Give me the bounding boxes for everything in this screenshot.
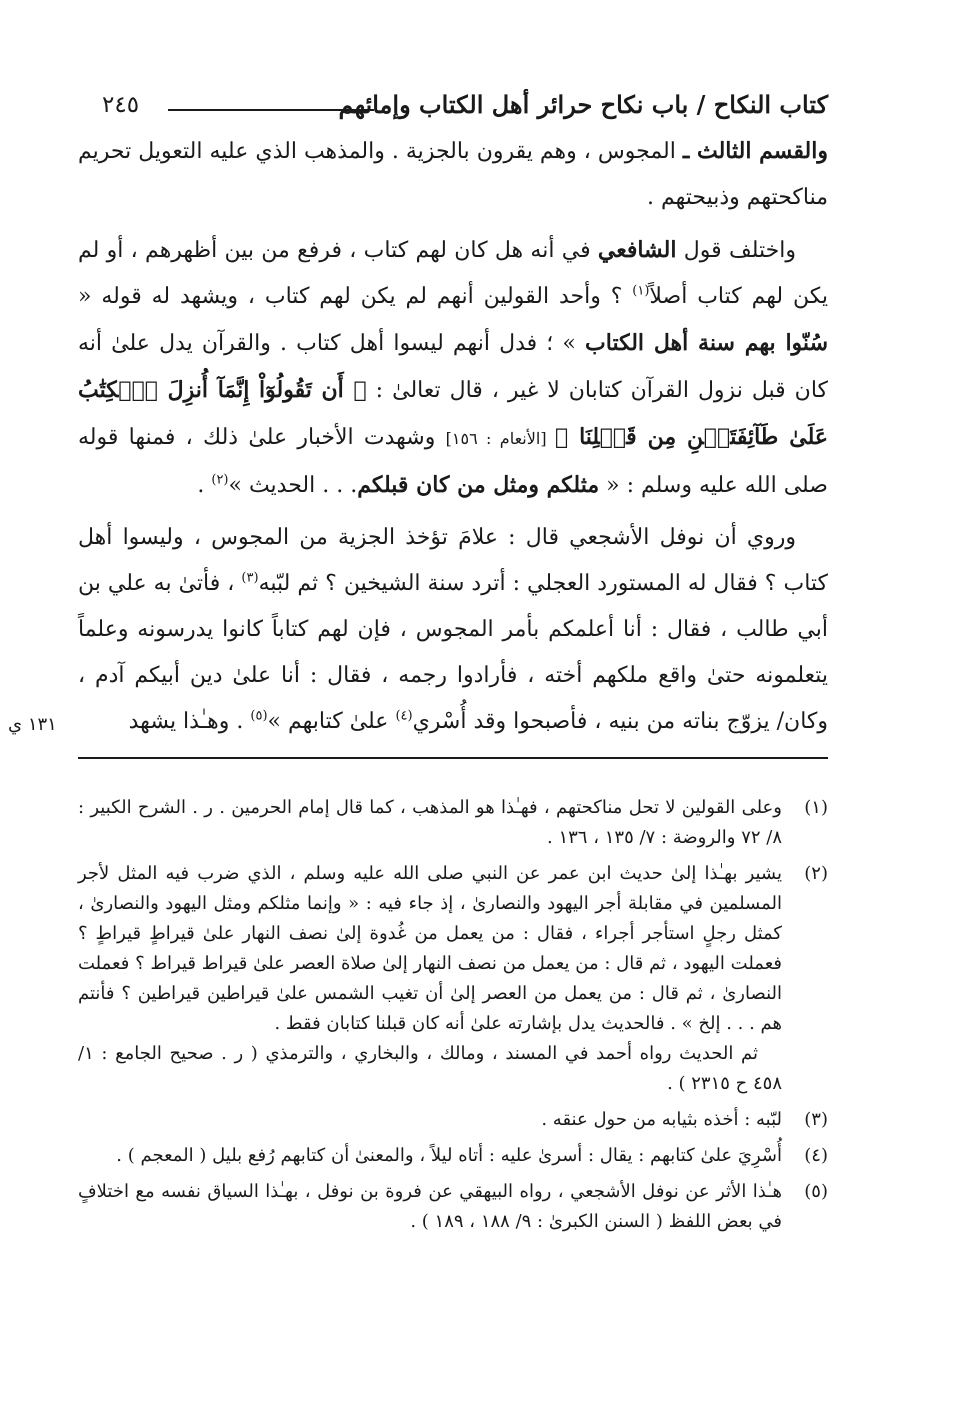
running-header [78,82,828,128]
paragraph-2 [78,227,828,509]
footnote-ref-4[interactable]: (٤) [395,708,413,724]
footnote-text: وعلى القولين لا تحل مناكحتهم ، فهـٰذا هو المذهب ، كما قال إمام الحرمين . ر . الشرح الكبير : ٨/ ٧٢ والروضة : ٧/ ١٣٥ ، ١٣٦ . [78,797,782,848]
text-run: واختلف قول [676,238,796,263]
section-heading: والقسم الثالث ـ [682,138,828,164]
footnote-ref-2[interactable]: (٢) [211,472,229,488]
footnote [78,1141,828,1171]
text-run: ؟ وأحد القولين أنهم لم يكن لهم كتاب ، ويشهد له قوله « [78,284,633,309]
hadith-quote: سُنّوا بهم سنة أهل الكتاب [585,330,828,356]
footnote-number: (٤) [804,1145,828,1166]
text-run: وروي أن نوفل الأشجعي قال : علامَ تؤخذ الجزية من المجوس ، وليسوا أهل كتاب ؟ فقال له المستورد العجلي : أترد سنة الشيخين ؟ ثم لبّبه [78,525,829,596]
text-run: وشهدت الأخبار علىٰ ذلك ، فمنها قوله صلى الله عليه وسلم : « [78,425,828,498]
footnote [78,1105,828,1135]
text-run: علىٰ كتابهم » [267,709,396,734]
text-run: ، فأتىٰ به علي بن أبي طالب ، فقال : أنا أعلمكم بأمر المجوس ، فإن لهم كتاباً كانوا يدرسونه وعلماً يتعلمونه حتىٰ واقع ملكهم أخته ، فأرادوا رجمه ، فقال : أنا علىٰ دين أبيكم آدم ، وكان/ يزوّج بناته من بنيه ، فأصبحوا وقد أُسْري [78,571,828,734]
running-title: كتاب النكاح / باب نكاح حرائر أهل الكتاب وإمائهم [338,90,828,119]
footnote [78,1177,828,1237]
footnote-text: ثم الحديث رواه أحمد في المسند ، ومالك ، والبخاري ، والترمذي ( ر . صحيح الجامع : ١/ ٤٥٨ ح ٢٣١٥ ) . [78,1043,782,1094]
page-number: ٢٤٥ [102,92,140,118]
footnote-ref-5[interactable]: (٥) [250,708,268,724]
footnote-number: (٣) [804,1109,828,1130]
quran-verse: ﴿ أَن تَقُولُوٓاْ إِنَّمَآ أُنزِلَ ٱلۡكِتَٰبُ عَلَىٰ طَآئِفَتَيۡنِ مِن قَبۡلِنَا ﴾ [78,377,828,450]
margin-manuscript-ref: ١٣١ ي [8,714,57,735]
paragraph-1 [78,128,828,221]
footnote-text: أُسْرِيَ علىٰ كتابهم : يقال : أسرىٰ عليه : أتاه ليلاً ، والمعنىٰ أن كتابهم رُفع بليل ( المعجم ) . [116,1145,782,1166]
verse-reference: [الأنعام : ١٥٦] [445,429,555,448]
footnote-ref-1[interactable]: (١) [632,283,650,299]
text-run: في أنه هل كان لهم كتاب ، فرفع من بين أظهرهم ، أو لم يكن لهم كتاب أصلاً [78,238,828,309]
footnote-text: لبّبه : أخذه بثيابه من حول عنقه . [541,1109,782,1130]
text-run: . [197,473,212,498]
footnote-text: هـٰذا الأثر عن نوفل الأشجعي ، رواه البيهقي عن فروة بن نوفل ، بهـٰذا السياق نفسه مع اختلافٍ في بعض اللفظ ( السنن الكبرىٰ : ٩/ ١٨٨ ، ١٨٩ ) . [78,1181,782,1232]
text-run: » ؛ فدل أنهم ليسوا أهل كتاب . والقرآن يدل علىٰ أنه كان قبل نزول القرآن كتابان لا غير ، قال تعالىٰ : [78,331,828,403]
text-run: . . . الحديث » [228,473,358,498]
footnote [78,859,828,1099]
footnotes [78,793,828,1237]
main-text [78,128,828,759]
footnote-ref-3[interactable]: (٣) [241,570,259,586]
footnote [78,793,828,853]
paragraph-1-text: المجوس ، وهم يقرون بالجزية . والمذهب الذي عليه التعويل تحريم مناكحتهم وذبيحتهم . [78,139,828,210]
footnote-number: (٥) [804,1181,828,1202]
hadith-quote: مثلكم ومثل من كان قبلكم [357,472,600,498]
header-rule [168,109,374,111]
bold-name: الشافعي [597,237,677,263]
footnote-text: يشير بهـٰذا إلىٰ حديث ابن عمر عن النبي صلى الله عليه وسلم ، الذي ضرب فيه المثل لأجر المسلمين في مقابلة أجر اليهود والنصارىٰ ، إذ جاء فيه : « وإنما مثلكم ومثل اليهود والنصارىٰ ، كمثل رجلٍ استأجر أجراء ، فقال : من يعمل من غُدوة إلىٰ نصف النهار علىٰ قيراطٍ قيراطٍ ؟ فعملت اليهود ، ثم قال : من يعمل من نصف النهار إلىٰ صلاة العصر علىٰ قيراط قيراط ؟ فعملت النصارىٰ ، ثم قال : من يعمل من العصر إلىٰ أن تغيب الشمس علىٰ قيراطين قيراطين ؟ فأنتم هم . . . إلخ » . فالحديث يدل بإشارته علىٰ أنه كان قبلنا كتابان فقط . [78,863,782,1034]
book-page [8,82,829,1243]
footnote-number: (١) [804,797,828,818]
text-run: . وهـٰذا يشهد [128,709,251,734]
footnote-number: (٢) [804,863,828,884]
paragraph-3 [78,515,828,745]
